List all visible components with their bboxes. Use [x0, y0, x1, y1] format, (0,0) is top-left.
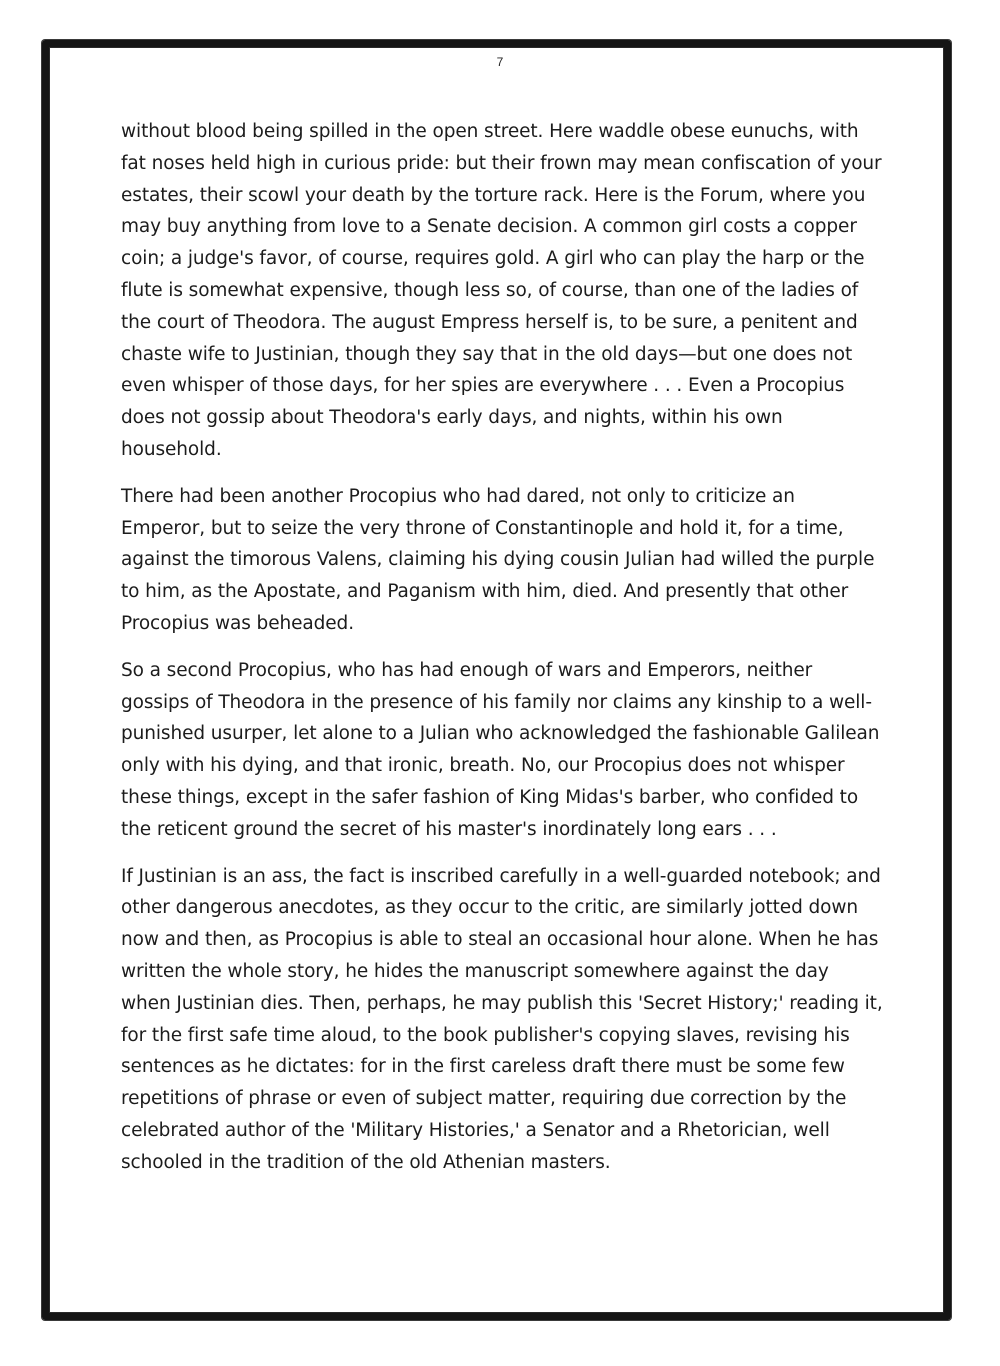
- paragraph-1: without blood being spilled in the open street. Here waddle obese eunuchs, with fat noses held high in curious pride: but their frown may mean confiscation of your estates, their scowl your death by the torture rack. Here is the Forum, where you may buy anything from love to a Senate decision. A common girl costs a copper coin; a judge's favor, of course, requires gold. A girl who can play the harp or the flute is somewhat expensive, though less so, of course, than one of the ladies of the court of Theodora. The august Empress herself is, to be sure, a penitent and chaste wife to Justinian, though they say that in the old days—but one does not even whisper of those days, for her spies are everywhere . . . Even a Procopius does not gossip about Theodora's early days, and nights, within his own household.: [121, 121, 882, 460]
- paragraph-2: There had been another Procopius who had dared, not only to criticize an Emperor, but to seize the very throne of Constantinople and hold it, for a time, against the timorous Valens, claiming his dying cousin Julian had willed the purple to him, as the Apostate, and Paganism with him, died. And presently that other Procopius was beheaded.: [121, 485, 875, 634]
- paragraph-3: So a second Procopius, who has had enough of wars and Emperors, neither gossips of Theodora in the presence of his family nor claims any kinship to a well-punished usurper, let alone to a Julian who acknowledged the fashionable Galilean only with his dying, and that ironic, breath. No, our Procopius does not whisper these things, except in the safer fashion of King Midas's barber, who confided to the reticent ground the secret of his master's inordinately long ears . . .: [121, 659, 880, 840]
- body-text: [121, 116, 883, 1194]
- page-number: 7: [496, 55, 504, 69]
- paragraph-4: If Justinian is an ass, the fact is inscribed carefully in a well-guarded notebook; and other dangerous anecdotes, as they occur to the critic, are similarly jotted down now and then, as Procopius is able to steal an occasional hour alone. When he has written the whole story, he hides the manuscript somewhere against the day when Justinian dies. Then, perhaps, he may publish this 'Secret History;' reading it, for the first safe time aloud, to the book publisher's copying slaves, revising his sentences as he dictates: for in the first careless draft there must be some few repetitions of phrase or even of subject matter, requiring due correction by the celebrated author of the 'Military Histories,' a Senator and a Rhetorician, well schooled in the tradition of the old Athenian masters.: [121, 865, 883, 1173]
